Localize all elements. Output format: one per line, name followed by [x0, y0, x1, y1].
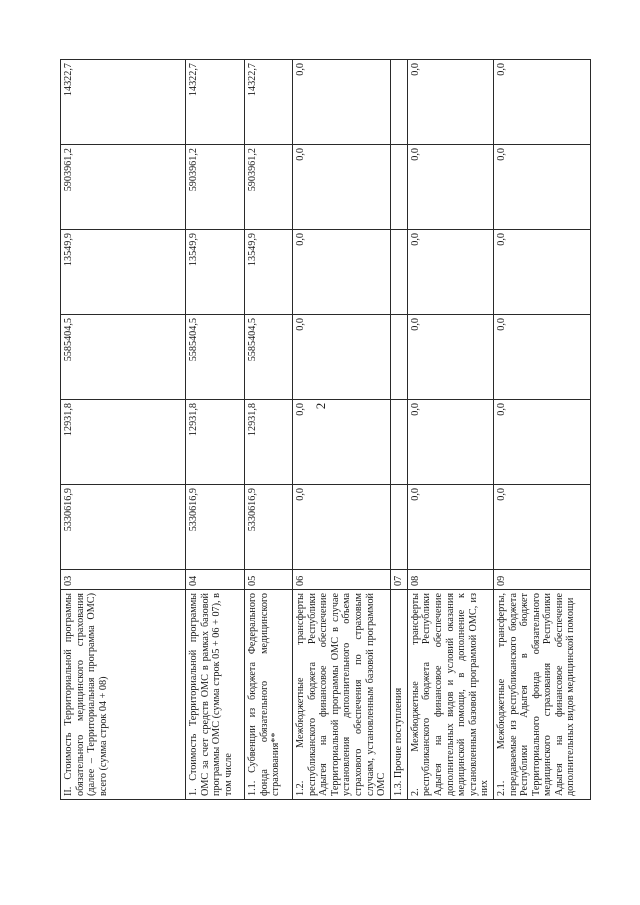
row-value-cell — [186, 400, 245, 485]
row-value: 5585404,5 — [247, 318, 258, 362]
row-value-cell — [61, 230, 186, 315]
row-value-cell — [245, 60, 293, 145]
table-row — [293, 60, 391, 800]
table-body — [61, 60, 591, 800]
row-value: 5903961,2 — [188, 148, 199, 192]
row-value-cell — [61, 145, 186, 230]
row-value: 14322,7 — [247, 63, 258, 97]
row-description: 1.1. Субвенции из бюджета Федерального фонда обязательного медицинского страхования** — [245, 590, 293, 800]
budget-table — [60, 59, 591, 800]
row-value-cell — [61, 400, 186, 485]
row-value: 0,0 — [495, 233, 507, 246]
row-value-cell — [407, 485, 493, 570]
row-value: 0,0 — [409, 318, 421, 331]
row-value-cell — [407, 400, 493, 485]
row-value-cell — [293, 485, 391, 570]
row-value: 0,0 — [409, 403, 421, 416]
row-value-cell — [186, 485, 245, 570]
row-value-cell — [186, 60, 245, 145]
row-value-cell — [61, 60, 186, 145]
row-value-cell — [390, 485, 407, 570]
table-row — [61, 60, 186, 800]
row-value: 12931,8 — [247, 403, 258, 437]
row-value: 0,0 — [495, 63, 507, 76]
row-value: 0,0 — [409, 233, 421, 246]
row-value-cell — [293, 145, 391, 230]
table-row — [407, 60, 493, 800]
row-value: 0,0 — [295, 403, 306, 416]
row-description: 2. Межбюджетные трансферты республиканского бюджета Республики Адыгея на финансовое обеспечение дополнительных видов и условий оказания медицинской помощи, в дополнение к установленным базовой программой ОМС, из них — [407, 590, 493, 800]
row-value-cell — [493, 60, 590, 145]
row-value: 5330616,9 — [188, 488, 199, 532]
row-description: 1.3. Прочие поступления — [390, 590, 407, 800]
table-row — [186, 60, 245, 800]
row-value: 5330616,9 — [63, 488, 74, 532]
row-value-cell — [293, 230, 391, 315]
row-value-cell — [293, 400, 391, 485]
row-value-cell — [186, 145, 245, 230]
row-value: 0,0 — [295, 148, 306, 161]
row-value-cell — [390, 60, 407, 145]
row-value: 0,0 — [495, 318, 507, 331]
row-value-cell — [245, 145, 293, 230]
row-description: 1. Стоимость Территориальной программы ОМС за счет средств ОМС в рамках базовой программы ОМС (сумма строк 05 + 06 + 07), в том числе — [186, 590, 245, 800]
row-value-cell — [186, 230, 245, 315]
row-value: 5903961,2 — [247, 148, 258, 192]
row-value: 13549,9 — [247, 233, 258, 267]
row-value-cell — [390, 145, 407, 230]
row-value: 0,0 — [495, 403, 507, 416]
row-value-cell — [245, 400, 293, 485]
row-value-cell — [61, 315, 186, 400]
row-value: 12931,8 — [188, 403, 199, 437]
row-value: 0,0 — [295, 488, 306, 501]
row-code: 04 — [186, 570, 245, 590]
row-value: 0,0 — [295, 233, 306, 246]
row-code: 03 — [61, 570, 186, 590]
row-description: 2.1. Межбюджетные трансферты, передаваемые из республиканского бюджета Республики Адыгея в бюджет Территориального фонда обязательного медицинского страхования Республики Адыгея на финансовое обеспечение дополнительных видов медицинской помощи — [493, 590, 590, 800]
table-row — [493, 60, 590, 800]
row-value: 5585404,5 — [63, 318, 74, 362]
row-value: 0,0 — [295, 63, 306, 76]
row-value-cell — [293, 60, 391, 145]
row-value-cell — [390, 400, 407, 485]
row-description: 1.2. Межбюджетные трансферты республиканского бюджета Республики Адыгея на финансовое обеспечение Территориальной программы ОМС в случае установления дополнительного объема страхового обеспечения по страховым случаям, установленным базовой программой ОМС — [293, 590, 391, 800]
table-row — [390, 60, 407, 800]
row-value: 13549,9 — [63, 233, 74, 267]
row-value: 5585404,5 — [188, 318, 199, 362]
row-value: 0,0 — [295, 318, 306, 331]
row-value: 0,0 — [409, 148, 421, 161]
row-value: 0,0 — [409, 488, 421, 501]
row-value: 0,0 — [409, 63, 421, 76]
row-value: 12931,8 — [63, 403, 74, 437]
row-value-cell — [186, 315, 245, 400]
row-value-cell — [245, 485, 293, 570]
row-code: 09 — [493, 570, 590, 590]
row-value-cell — [245, 315, 293, 400]
row-description: II. Стоимость Территориальной программы обязательного медицинского страхования (далее – Территориальная программа ОМС) всего (сумма строк 04 + 08) — [61, 590, 186, 800]
row-value-cell — [293, 315, 391, 400]
row-value-cell — [61, 485, 186, 570]
row-value-cell — [390, 230, 407, 315]
row-value: 14322,7 — [63, 63, 74, 97]
row-value: 5330616,9 — [247, 488, 258, 532]
table-row — [245, 60, 293, 800]
page-number: 2 — [313, 402, 328, 410]
row-value: 0,0 — [495, 488, 507, 501]
row-code: 05 — [245, 570, 293, 590]
row-value-cell — [407, 145, 493, 230]
row-code: 06 — [293, 570, 391, 590]
rotated-table-container — [60, 60, 577, 800]
row-value-cell — [493, 400, 590, 485]
row-value-cell — [407, 230, 493, 315]
row-value-cell — [493, 145, 590, 230]
row-value: 0,0 — [495, 148, 507, 161]
row-value: 13549,9 — [188, 233, 199, 267]
row-value-cell — [407, 60, 493, 145]
row-value: 14322,7 — [188, 63, 199, 97]
row-value-cell — [245, 230, 293, 315]
row-value-cell — [493, 315, 590, 400]
row-code: 08 — [407, 570, 493, 590]
row-value-cell — [390, 315, 407, 400]
row-value-cell — [407, 315, 493, 400]
row-value-cell — [493, 485, 590, 570]
row-value-cell — [493, 230, 590, 315]
row-value: 5903961,2 — [63, 148, 74, 192]
row-code: 07 — [390, 570, 407, 590]
